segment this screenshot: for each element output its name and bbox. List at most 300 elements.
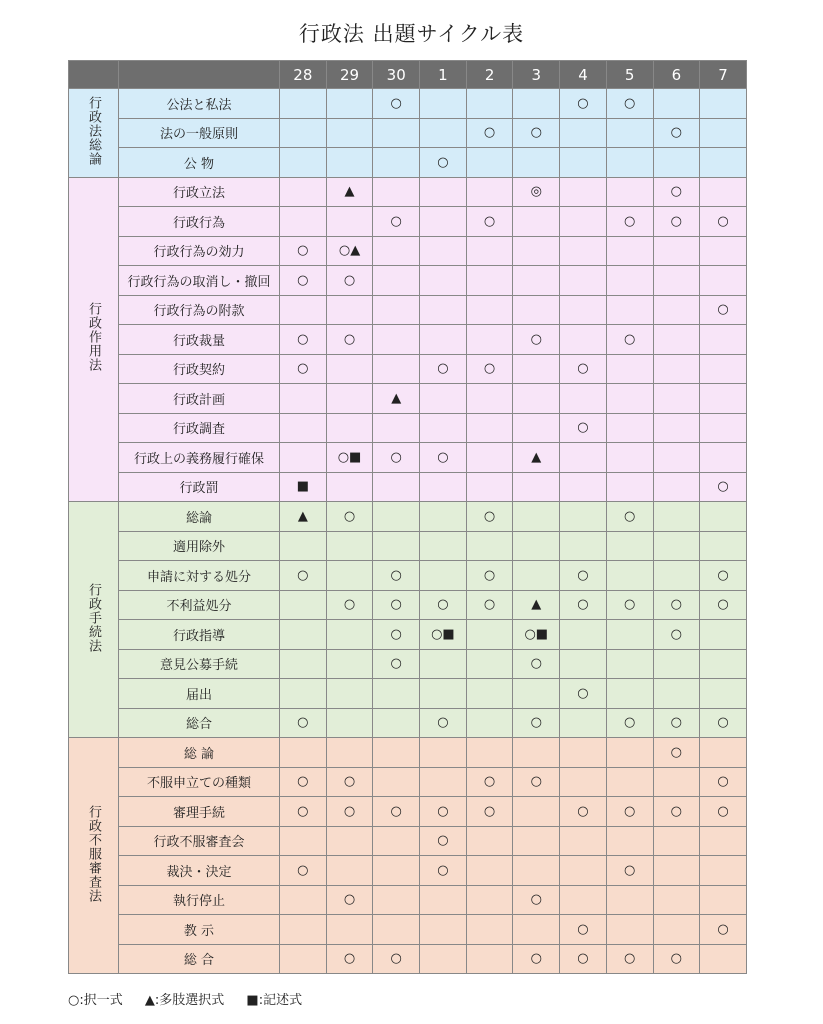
mark-cell: ○ — [653, 177, 700, 207]
mark-cell: ○ — [373, 443, 420, 473]
mark-cell — [560, 885, 607, 915]
mark-cell: ○ — [280, 266, 327, 296]
mark-cell: ▲ — [280, 502, 327, 532]
topic-cell: 行政調査 — [119, 413, 280, 443]
table-row — [69, 177, 747, 207]
table-row — [69, 590, 747, 620]
topic-cell: 不利益処分 — [119, 590, 280, 620]
mark-cell: ○ — [466, 797, 513, 827]
mark-cell — [466, 236, 513, 266]
mark-cell — [700, 354, 747, 384]
mark-cell — [606, 531, 653, 561]
mark-cell — [513, 472, 560, 502]
topic-cell: 行政契約 — [119, 354, 280, 384]
mark-cell — [280, 826, 327, 856]
mark-cell — [700, 413, 747, 443]
mark-cell — [326, 826, 373, 856]
mark-cell — [560, 738, 607, 768]
category-label: 行政手続法 — [86, 582, 101, 653]
mark-cell: ○ — [513, 944, 560, 974]
mark-cell: ○ — [700, 561, 747, 591]
mark-cell: ○ — [560, 413, 607, 443]
mark-cell — [373, 856, 420, 886]
mark-cell — [606, 885, 653, 915]
year-header-cell: 7 — [700, 61, 747, 89]
topic-cell: 行政行為 — [119, 207, 280, 237]
mark-cell: ○ — [700, 767, 747, 797]
mark-cell — [420, 767, 467, 797]
mark-cell — [373, 295, 420, 325]
table-row — [69, 354, 747, 384]
mark-cell — [466, 649, 513, 679]
mark-cell — [373, 266, 420, 296]
mark-cell — [560, 207, 607, 237]
mark-cell — [466, 826, 513, 856]
mark-cell: ▲ — [513, 443, 560, 473]
mark-cell — [606, 738, 653, 768]
mark-cell: ○ — [653, 207, 700, 237]
mark-cell — [513, 266, 560, 296]
topic-cell: 行政立法 — [119, 177, 280, 207]
table-row — [69, 856, 747, 886]
mark-cell — [280, 649, 327, 679]
mark-cell — [280, 295, 327, 325]
table-row — [69, 413, 747, 443]
mark-cell — [700, 443, 747, 473]
mark-cell — [280, 89, 327, 119]
mark-cell — [420, 738, 467, 768]
mark-cell: ○ — [420, 797, 467, 827]
mark-cell — [326, 413, 373, 443]
mark-cell — [653, 384, 700, 414]
mark-cell: ○ — [560, 797, 607, 827]
mark-cell: ○ — [606, 708, 653, 738]
mark-cell — [280, 413, 327, 443]
mark-cell — [466, 856, 513, 886]
topic-cell: 審理手続 — [119, 797, 280, 827]
mark-cell: ○ — [513, 118, 560, 148]
mark-cell — [560, 295, 607, 325]
mark-cell — [513, 354, 560, 384]
table-row — [69, 531, 747, 561]
table-row — [69, 384, 747, 414]
category-cell — [69, 738, 119, 974]
mark-cell — [420, 413, 467, 443]
mark-cell: ○ — [373, 89, 420, 119]
mark-cell — [326, 620, 373, 650]
mark-cell: ○ — [420, 590, 467, 620]
mark-cell — [700, 885, 747, 915]
mark-cell: ○ — [373, 620, 420, 650]
mark-cell — [420, 207, 467, 237]
mark-cell: ○ — [280, 708, 327, 738]
mark-cell: ○ — [420, 856, 467, 886]
mark-cell — [420, 531, 467, 561]
mark-cell — [653, 826, 700, 856]
mark-cell: ○ — [420, 708, 467, 738]
mark-cell: ○ — [653, 944, 700, 974]
mark-cell — [653, 472, 700, 502]
topic-cell: 行政不服審査会 — [119, 826, 280, 856]
table-row — [69, 915, 747, 945]
mark-cell — [420, 89, 467, 119]
mark-cell — [560, 531, 607, 561]
mark-cell — [700, 826, 747, 856]
mark-cell: ○ — [280, 354, 327, 384]
mark-cell — [420, 472, 467, 502]
mark-cell: ○ — [466, 354, 513, 384]
mark-cell — [420, 177, 467, 207]
page-title: 行政法 出題サイクル表 — [298, 22, 525, 46]
mark-cell — [513, 384, 560, 414]
mark-cell — [513, 915, 560, 945]
mark-cell: ○ — [606, 207, 653, 237]
mark-cell — [280, 531, 327, 561]
mark-cell — [653, 915, 700, 945]
mark-cell — [326, 148, 373, 178]
mark-cell: ○ — [420, 826, 467, 856]
mark-cell — [326, 738, 373, 768]
mark-cell — [466, 148, 513, 178]
table-row — [69, 207, 747, 237]
mark-cell — [420, 295, 467, 325]
year-header-cell: 5 — [606, 61, 653, 89]
mark-cell — [700, 148, 747, 178]
mark-cell — [560, 325, 607, 355]
header-topic-cell — [119, 61, 280, 89]
mark-cell: ○ — [653, 738, 700, 768]
year-header-cell: 6 — [653, 61, 700, 89]
year-header-cell: 29 — [326, 61, 373, 89]
mark-cell — [420, 325, 467, 355]
mark-cell: ○ — [373, 561, 420, 591]
mark-cell — [700, 89, 747, 119]
mark-cell — [280, 148, 327, 178]
mark-cell — [700, 679, 747, 709]
mark-cell: ▲ — [326, 177, 373, 207]
mark-cell: ○ — [466, 767, 513, 797]
mark-cell: ○ — [560, 590, 607, 620]
mark-cell — [653, 89, 700, 119]
mark-cell — [560, 384, 607, 414]
topic-cell: 行政指導 — [119, 620, 280, 650]
topic-cell: 裁決・決定 — [119, 856, 280, 886]
mark-cell: ○ — [606, 89, 653, 119]
topic-cell: 行政行為の附款 — [119, 295, 280, 325]
mark-cell — [373, 325, 420, 355]
mark-cell — [373, 679, 420, 709]
mark-cell — [560, 826, 607, 856]
mark-cell — [513, 89, 560, 119]
mark-cell — [373, 118, 420, 148]
mark-cell — [326, 118, 373, 148]
topic-cell: 行政上の義務履行確保 — [119, 443, 280, 473]
table-row — [69, 649, 747, 679]
mark-cell — [560, 649, 607, 679]
mark-cell: ○ — [513, 325, 560, 355]
mark-cell — [420, 885, 467, 915]
mark-cell: ▲ — [513, 590, 560, 620]
topic-cell: 法の一般原則 — [119, 118, 280, 148]
mark-cell — [373, 177, 420, 207]
mark-cell — [373, 826, 420, 856]
mark-cell: ○ — [513, 767, 560, 797]
mark-cell — [420, 118, 467, 148]
category-label: 行政作用法 — [86, 302, 101, 373]
mark-cell — [326, 354, 373, 384]
mark-cell — [466, 177, 513, 207]
topic-cell: 届出 — [119, 679, 280, 709]
table-row — [69, 885, 747, 915]
mark-cell — [513, 413, 560, 443]
category-label: 行政不服審査法 — [86, 804, 101, 903]
mark-cell — [420, 266, 467, 296]
mark-cell — [560, 266, 607, 296]
mark-cell — [466, 679, 513, 709]
mark-cell — [606, 295, 653, 325]
table-header — [69, 61, 747, 89]
mark-cell — [606, 413, 653, 443]
mark-cell — [373, 472, 420, 502]
mark-cell — [466, 885, 513, 915]
mark-cell — [560, 148, 607, 178]
mark-cell — [606, 472, 653, 502]
mark-cell: ○ — [420, 354, 467, 384]
topic-cell: 教 示 — [119, 915, 280, 945]
mark-cell — [513, 236, 560, 266]
mark-cell — [280, 207, 327, 237]
mark-cell — [326, 649, 373, 679]
mark-cell — [653, 266, 700, 296]
mark-cell — [420, 384, 467, 414]
mark-cell — [326, 384, 373, 414]
topic-cell: 適用除外 — [119, 531, 280, 561]
mark-cell: ○ — [466, 118, 513, 148]
legend-item-choice: ○:択一式 — [68, 993, 123, 1008]
mark-cell — [606, 266, 653, 296]
mark-cell — [700, 325, 747, 355]
mark-cell — [326, 915, 373, 945]
mark-cell: ○ — [280, 561, 327, 591]
mark-cell: ○ — [700, 472, 747, 502]
topic-cell: 公 物 — [119, 148, 280, 178]
table-row — [69, 472, 747, 502]
mark-cell — [326, 708, 373, 738]
mark-cell: ○ — [513, 708, 560, 738]
mark-cell — [280, 384, 327, 414]
mark-cell — [280, 944, 327, 974]
mark-cell: ○ — [560, 944, 607, 974]
mark-cell: ○ — [466, 561, 513, 591]
mark-cell — [606, 148, 653, 178]
legend — [68, 989, 320, 1008]
topic-cell: 意見公募手続 — [119, 649, 280, 679]
mark-cell — [606, 384, 653, 414]
topic-cell: 総 論 — [119, 738, 280, 768]
table-row — [69, 797, 747, 827]
category-label: 行政法総論 — [86, 95, 101, 166]
table-row — [69, 89, 747, 119]
mark-cell — [560, 708, 607, 738]
year-header-cell: 30 — [373, 61, 420, 89]
mark-cell — [373, 885, 420, 915]
mark-cell — [466, 443, 513, 473]
mark-cell: ○ — [373, 649, 420, 679]
mark-cell — [513, 502, 560, 532]
mark-cell — [653, 295, 700, 325]
year-header-cell: 1 — [420, 61, 467, 89]
mark-cell: ○ — [280, 856, 327, 886]
mark-cell — [700, 620, 747, 650]
mark-cell: ○ — [280, 767, 327, 797]
header-corner-cell — [69, 61, 119, 89]
mark-cell: ○ — [466, 590, 513, 620]
mark-cell — [560, 443, 607, 473]
mark-cell: ○■ — [420, 620, 467, 650]
table-row — [69, 826, 747, 856]
mark-cell — [653, 443, 700, 473]
mark-cell — [420, 944, 467, 974]
mark-cell: ○ — [653, 118, 700, 148]
table-row — [69, 738, 747, 768]
mark-cell — [420, 649, 467, 679]
mark-cell — [466, 620, 513, 650]
category-cell — [69, 89, 119, 178]
mark-cell — [700, 177, 747, 207]
table-row — [69, 148, 747, 178]
mark-cell — [606, 649, 653, 679]
mark-cell — [466, 413, 513, 443]
mark-cell — [373, 502, 420, 532]
mark-cell — [280, 885, 327, 915]
mark-cell: ■ — [280, 472, 327, 502]
year-header-cell: 3 — [513, 61, 560, 89]
mark-cell — [653, 767, 700, 797]
topic-cell: 総論 — [119, 502, 280, 532]
mark-cell: ○ — [466, 207, 513, 237]
mark-cell: ○ — [466, 502, 513, 532]
mark-cell — [326, 89, 373, 119]
mark-cell — [700, 856, 747, 886]
mark-cell: ○ — [653, 708, 700, 738]
mark-cell: ○ — [326, 502, 373, 532]
mark-cell — [513, 826, 560, 856]
mark-cell — [373, 531, 420, 561]
topic-cell: 総 合 — [119, 944, 280, 974]
mark-cell — [513, 679, 560, 709]
mark-cell: ○ — [560, 354, 607, 384]
mark-cell — [466, 89, 513, 119]
legend-item-written: ■:記述式 — [246, 993, 303, 1008]
mark-cell — [373, 915, 420, 945]
header-row — [69, 61, 747, 89]
mark-cell — [466, 738, 513, 768]
mark-cell — [700, 502, 747, 532]
mark-cell — [700, 531, 747, 561]
mark-cell — [280, 738, 327, 768]
mark-cell — [280, 590, 327, 620]
topic-cell: 行政罰 — [119, 472, 280, 502]
year-header-cell: 2 — [466, 61, 513, 89]
table-row — [69, 767, 747, 797]
mark-cell: ○ — [280, 797, 327, 827]
mark-cell: ○ — [560, 679, 607, 709]
mark-cell — [326, 856, 373, 886]
year-header-cell: 28 — [280, 61, 327, 89]
mark-cell — [700, 738, 747, 768]
topic-cell: 申請に対する処分 — [119, 561, 280, 591]
mark-cell — [466, 472, 513, 502]
table-body — [69, 89, 747, 974]
mark-cell — [513, 295, 560, 325]
mark-cell — [700, 944, 747, 974]
mark-cell — [373, 738, 420, 768]
mark-cell: ○ — [653, 620, 700, 650]
mark-cell: ○ — [326, 266, 373, 296]
mark-cell — [373, 767, 420, 797]
mark-cell — [420, 561, 467, 591]
mark-cell — [280, 118, 327, 148]
mark-cell — [606, 177, 653, 207]
mark-cell — [700, 649, 747, 679]
mark-cell: ○ — [373, 797, 420, 827]
mark-cell — [326, 679, 373, 709]
mark-cell: ○ — [326, 797, 373, 827]
mark-cell — [280, 620, 327, 650]
category-cell — [69, 177, 119, 502]
mark-cell: ○ — [373, 207, 420, 237]
table-row — [69, 236, 747, 266]
mark-cell: ○ — [606, 856, 653, 886]
table-row — [69, 295, 747, 325]
mark-cell — [653, 413, 700, 443]
mark-cell: ○ — [700, 207, 747, 237]
mark-cell: ○ — [513, 649, 560, 679]
table-row — [69, 325, 747, 355]
mark-cell: ○ — [606, 502, 653, 532]
category-cell — [69, 502, 119, 738]
year-header-cell: 4 — [560, 61, 607, 89]
mark-cell — [606, 620, 653, 650]
mark-cell: ○ — [653, 797, 700, 827]
mark-cell: ○ — [373, 590, 420, 620]
mark-cell — [326, 531, 373, 561]
mark-cell — [326, 472, 373, 502]
mark-cell: ○ — [326, 325, 373, 355]
mark-cell — [560, 118, 607, 148]
mark-cell — [466, 325, 513, 355]
mark-cell: ○ — [700, 590, 747, 620]
table-row — [69, 502, 747, 532]
mark-cell: ○ — [420, 148, 467, 178]
mark-cell: ○ — [606, 590, 653, 620]
exam-cycle-table — [68, 60, 747, 974]
mark-cell — [466, 708, 513, 738]
mark-cell: ○ — [326, 767, 373, 797]
mark-cell — [560, 856, 607, 886]
mark-cell: ○ — [700, 708, 747, 738]
mark-cell: ○ — [700, 915, 747, 945]
table-row — [69, 118, 747, 148]
mark-cell — [653, 885, 700, 915]
mark-cell — [606, 443, 653, 473]
mark-cell — [326, 207, 373, 237]
mark-cell — [513, 531, 560, 561]
mark-cell: ○ — [700, 295, 747, 325]
mark-cell — [420, 502, 467, 532]
mark-cell — [653, 354, 700, 384]
mark-cell — [606, 915, 653, 945]
